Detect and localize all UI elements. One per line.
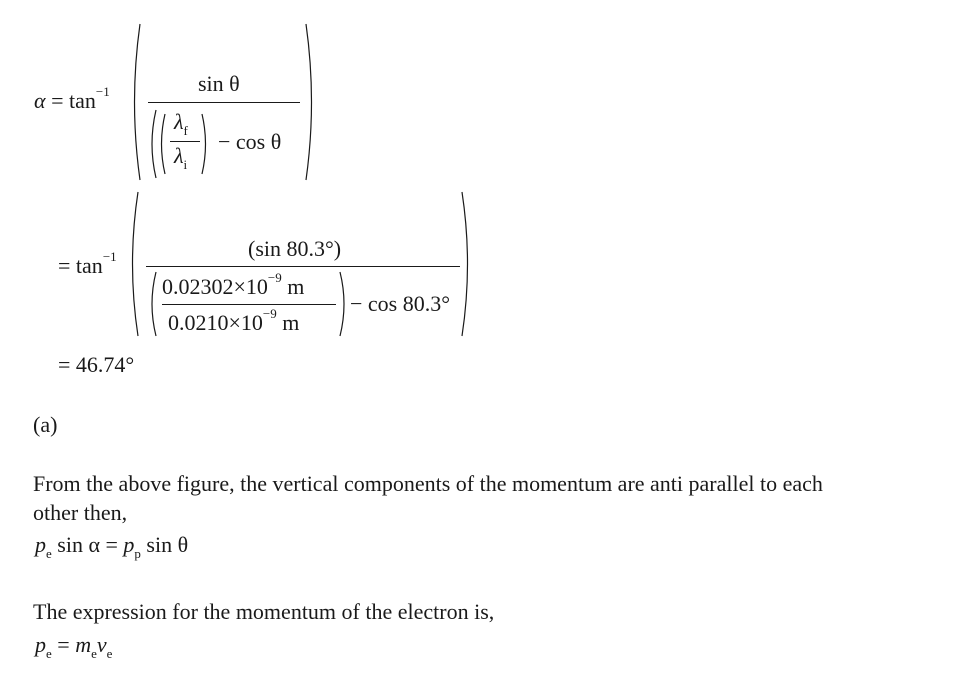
eq1-lambda-i: [174, 143, 188, 172]
eq5-equals: =: [51, 632, 76, 657]
eq5-electron-momentum: [35, 632, 113, 661]
eq2-numerator: (sin 80.3°): [248, 236, 342, 261]
v-symbol: v: [96, 632, 107, 657]
eq1-lambda-f: [174, 109, 188, 138]
paragraph2: The expression for the momentum of the electron is,: [33, 599, 495, 624]
inner-numerator-unit: m: [287, 274, 305, 299]
equals-sign: =: [58, 253, 71, 278]
m-subscript: e: [91, 646, 97, 661]
pe-symbol: p: [35, 532, 46, 557]
equals-sign: =: [51, 88, 64, 113]
inverse-exponent: −1: [102, 249, 117, 264]
eq1-minus-cos: − cos θ: [218, 129, 282, 154]
eq1-numerator: sin θ: [198, 71, 240, 96]
inner-denominator-unit: m: [282, 310, 300, 335]
pe-symbol: p: [35, 632, 46, 657]
lambda-i-subscript: i: [183, 157, 188, 172]
eq3-result: = 46.74°: [58, 352, 135, 377]
pe-subscript: e: [46, 646, 52, 661]
pp-symbol: p: [123, 532, 135, 557]
paragraph1-line1: From the above figure, the vertical components of the momentum are anti parallel to each: [33, 471, 823, 496]
eq4-mid: sin α =: [51, 532, 124, 557]
part-label: (a): [33, 412, 58, 437]
eq1-fraction-line: [148, 102, 300, 103]
eq2-inner-denominator: [168, 306, 300, 336]
v-subscript: e: [106, 646, 113, 661]
eq2-minus-cos: − cos 80.3°: [350, 291, 451, 316]
eq4-momentum-relation: [35, 532, 189, 561]
eq4-end: sin θ: [140, 532, 189, 557]
paragraph1-line2: other then,: [33, 500, 128, 525]
pp-subscript: p: [134, 546, 141, 561]
inner-numerator-value: 0.02302×10: [162, 274, 268, 299]
eq2-lhs: [58, 249, 117, 279]
inner-denominator-value: 0.0210×10: [168, 310, 263, 335]
tan-func: tan: [75, 253, 103, 278]
eq2-inner-numerator: [162, 270, 305, 300]
lambda-f-symbol: λ: [174, 109, 184, 134]
inner-numerator-exponent: −9: [267, 270, 282, 285]
lambda-f-subscript: f: [183, 123, 188, 138]
inner-denominator-exponent: −9: [262, 306, 277, 321]
alpha-symbol: α: [34, 88, 46, 113]
eq2-fraction-line: [146, 266, 460, 267]
inverse-exponent: −1: [95, 84, 110, 99]
m-symbol: m: [75, 632, 92, 657]
eq2-inner-fraction-line: [162, 304, 336, 305]
eq1-lhs: [34, 84, 110, 114]
lambda-i-symbol: λ: [174, 143, 184, 168]
pe-subscript: e: [46, 546, 52, 561]
tan-func: tan: [68, 88, 96, 113]
